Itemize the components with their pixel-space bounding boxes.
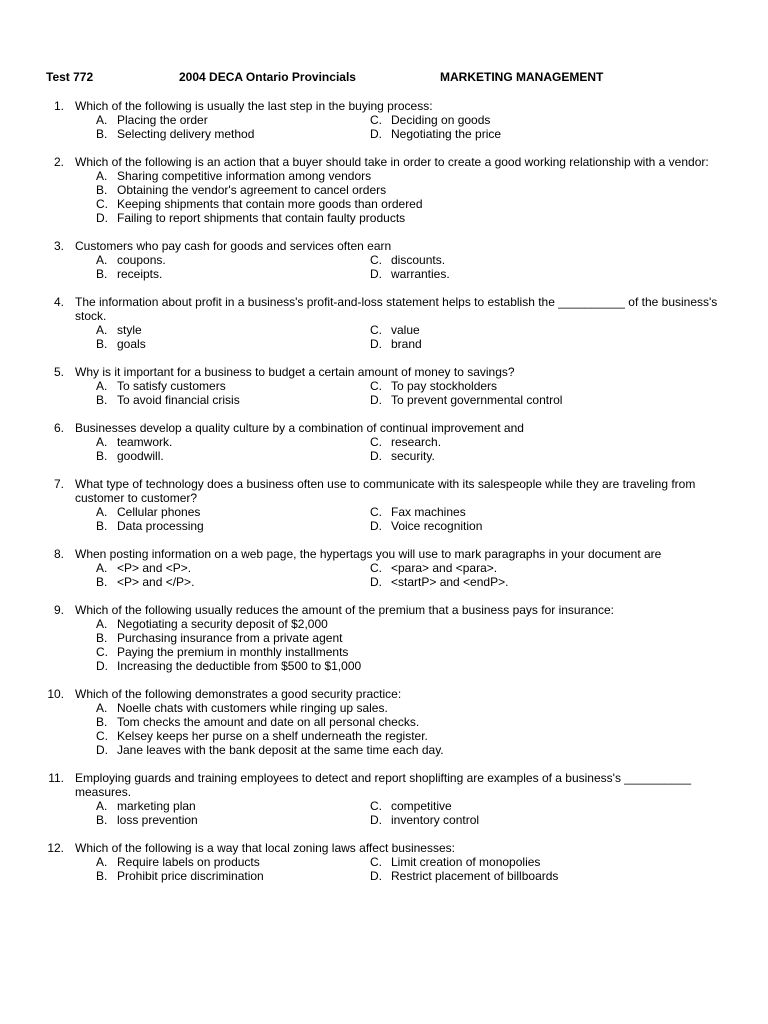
option-b: B. Prohibit price discrimination bbox=[96, 869, 264, 883]
question-number: 1. bbox=[53, 99, 64, 113]
option-d: D. Failing to report shipments that contain faulty products bbox=[96, 211, 406, 225]
option-a: A. Negotiating a security deposit of $2,000 bbox=[96, 617, 328, 631]
answer-options bbox=[46, 113, 726, 141]
question-4 bbox=[46, 295, 726, 351]
answer-options bbox=[46, 701, 726, 757]
option-c: C. Deciding on goods bbox=[370, 113, 491, 127]
question-7 bbox=[46, 477, 726, 533]
question-number: 6. bbox=[53, 421, 64, 435]
question-6 bbox=[46, 421, 726, 463]
question-text: What type of technology does a business often use to communicate with its salespeople while they are traveling from customer to customer? bbox=[75, 477, 696, 505]
question-10 bbox=[46, 687, 726, 757]
option-b: B. Tom checks the amount and date on all personal checks. bbox=[96, 715, 420, 729]
option-a: A. Require labels on products bbox=[96, 855, 260, 869]
question-12 bbox=[46, 841, 726, 883]
answer-options bbox=[46, 253, 726, 281]
option-c: C. Paying the premium in monthly installments bbox=[96, 645, 349, 659]
option-d: D. brand bbox=[370, 337, 422, 351]
option-a: A. Sharing competitive information among vendors bbox=[96, 169, 372, 183]
question-number: 12. bbox=[47, 841, 64, 855]
option-b: B. goodwill. bbox=[96, 449, 164, 463]
option-a: A. To satisfy customers bbox=[96, 379, 226, 393]
question-number: 7. bbox=[53, 477, 64, 491]
option-d: D. Voice recognition bbox=[370, 519, 483, 533]
option-c: C. discounts. bbox=[370, 253, 446, 267]
question-text: The information about profit in a business's profit-and-loss statement helps to establish the __________ of the business's stock. bbox=[75, 295, 718, 323]
answer-options bbox=[46, 617, 726, 673]
option-a: A. coupons. bbox=[96, 253, 166, 267]
answer-options bbox=[46, 799, 726, 827]
option-a: A. <P> and <P>. bbox=[96, 561, 192, 575]
option-c: C. competitive bbox=[370, 799, 452, 813]
option-d: D. security. bbox=[370, 449, 435, 463]
answer-options bbox=[46, 435, 726, 463]
competition-title: 2004 DECA Ontario Provincials bbox=[179, 70, 356, 84]
test-number: Test 772 bbox=[46, 70, 94, 84]
question-5 bbox=[46, 365, 726, 407]
question-number: 2. bbox=[53, 155, 64, 169]
question-number: 5. bbox=[53, 365, 64, 379]
option-b: B. Obtaining the vendor's agreement to cancel orders bbox=[96, 183, 387, 197]
option-a: A. style bbox=[96, 323, 142, 337]
question-number: 11. bbox=[48, 771, 64, 785]
page-header bbox=[46, 70, 726, 86]
answer-options bbox=[46, 855, 726, 883]
answer-options bbox=[46, 379, 726, 407]
question-3 bbox=[46, 239, 726, 281]
option-b: B. Data processing bbox=[96, 519, 204, 533]
option-c: C. <para> and <para>. bbox=[370, 561, 498, 575]
question-11 bbox=[46, 771, 726, 827]
option-c: C. Keeping shipments that contain more goods than ordered bbox=[96, 197, 423, 211]
option-c: C. Kelsey keeps her purse on a shelf underneath the register. bbox=[96, 729, 428, 743]
option-c: C. Fax machines bbox=[370, 505, 466, 519]
option-c: C. To pay stockholders bbox=[370, 379, 498, 393]
question-text: Customers who pay cash for goods and services often earn bbox=[75, 239, 392, 253]
option-a: A. Placing the order bbox=[96, 113, 208, 127]
option-a: A. Noelle chats with customers while ringing up sales. bbox=[96, 701, 388, 715]
option-d: D. Increasing the deductible from $500 to $1,000 bbox=[96, 659, 362, 673]
option-b: B. To avoid financial crisis bbox=[96, 393, 240, 407]
option-d: D. warranties. bbox=[370, 267, 450, 281]
subject-title: MARKETING MANAGEMENT bbox=[440, 70, 604, 84]
option-c: C. Limit creation of monopolies bbox=[370, 855, 541, 869]
question-number: 4. bbox=[53, 295, 64, 309]
option-b: B. Selecting delivery method bbox=[96, 127, 255, 141]
option-d: D. inventory control bbox=[370, 813, 480, 827]
question-text: When posting information on a web page, the hypertags you will use to mark paragraphs in your document are bbox=[75, 547, 662, 561]
option-b: B. loss prevention bbox=[96, 813, 198, 827]
question-text: Why is it important for a business to budget a certain amount of money to savings? bbox=[75, 365, 515, 379]
option-a: A. marketing plan bbox=[96, 799, 196, 813]
option-a: A. Cellular phones bbox=[96, 505, 201, 519]
option-c: C. research. bbox=[370, 435, 442, 449]
answer-options bbox=[46, 561, 726, 589]
answer-options bbox=[46, 323, 726, 351]
question-text: Which of the following is an action that a buyer should take in order to create a good working relationship with a vendor: bbox=[75, 155, 709, 169]
question-2 bbox=[46, 155, 726, 225]
question-text: Businesses develop a quality culture by a combination of continual improvement and bbox=[75, 421, 524, 435]
option-b: B. Purchasing insurance from a private agent bbox=[96, 631, 343, 645]
option-b: B. <P> and </P>. bbox=[96, 575, 195, 589]
question-9 bbox=[46, 603, 726, 673]
question-number: 9. bbox=[53, 603, 64, 617]
option-b: B. goals bbox=[96, 337, 146, 351]
option-d: D. Restrict placement of billboards bbox=[370, 869, 559, 883]
option-d: D. <startP> and <endP>. bbox=[370, 575, 509, 589]
question-text: Which of the following usually reduces the amount of the premium that a business pays for insurance: bbox=[75, 603, 614, 617]
option-d: D. Negotiating the price bbox=[370, 127, 502, 141]
question-number: 10. bbox=[47, 687, 64, 701]
option-c: C. value bbox=[370, 323, 420, 337]
question-text: Which of the following is usually the last step in the buying process: bbox=[75, 99, 433, 113]
answer-options bbox=[46, 505, 726, 533]
option-d: D. Jane leaves with the bank deposit at the same time each day. bbox=[96, 743, 444, 757]
question-text: Employing guards and training employees to detect and report shoplifting are examples of a business's __________ measures. bbox=[75, 771, 692, 799]
question-text: Which of the following is a way that local zoning laws affect businesses: bbox=[75, 841, 455, 855]
question-8 bbox=[46, 547, 726, 589]
question-number: 3. bbox=[53, 239, 64, 253]
option-b: B. receipts. bbox=[96, 267, 163, 281]
question-1 bbox=[46, 99, 726, 141]
answer-options bbox=[46, 169, 726, 225]
option-a: A. teamwork. bbox=[96, 435, 173, 449]
option-d: D. To prevent governmental control bbox=[370, 393, 563, 407]
question-number: 8. bbox=[53, 547, 64, 561]
question-list bbox=[46, 99, 726, 897]
question-text: Which of the following demonstrates a good security practice: bbox=[75, 687, 402, 701]
